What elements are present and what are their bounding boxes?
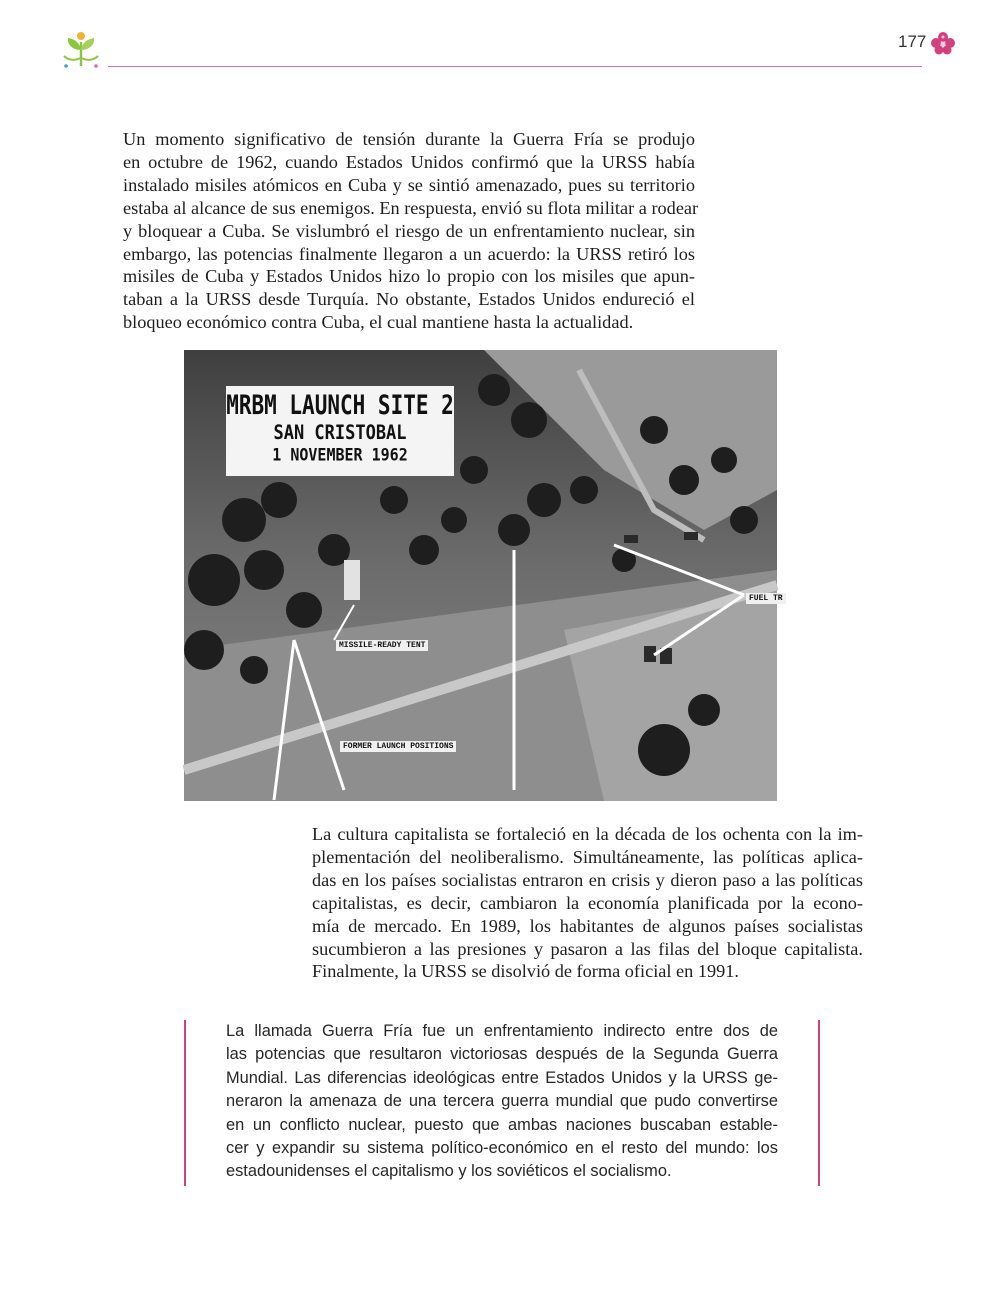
photo-label-former-positions: FORMER LAUNCH POSITIONS	[340, 741, 456, 752]
text-line: neraron la amenaza de una tercera guerra mundial que pudo convertirse	[226, 1092, 778, 1111]
text-line: cer y expandir su sistema político-económico en el resto del mundo: los	[226, 1139, 778, 1158]
text-line: embargo, las potencias finalmente llegaron a un acuerdo: la URSS retiró los	[123, 243, 695, 264]
photo-label-tent: MISSILE-READY TENT	[336, 640, 428, 651]
text-line: Un momento significativo de tensión durante la Guerra Fría se produjo	[123, 129, 695, 149]
summary-sidebar	[184, 1018, 820, 1186]
flower-icon	[928, 30, 958, 56]
paragraph-capitalism	[312, 823, 863, 983]
text-line: das en los países socialistas entraron en crisis y dieron paso a las políticas	[312, 869, 863, 890]
photo-label-fuel: FUEL TR	[746, 593, 786, 604]
sidebar-left-border	[184, 1020, 186, 1186]
sidebar-right-border	[818, 1020, 820, 1186]
text-line: en un conflicto nuclear, puesto que ambas naciones buscaban estable-	[226, 1115, 778, 1134]
text-line: La llamada Guerra Fría fue un enfrentamiento indirecto entre dos de	[226, 1022, 778, 1040]
text-line: capitalistas, es decir, cambiaron la economía planificada por la econo-	[312, 892, 863, 913]
text-line: Mundial. Las diferencias ideológicas entre Estados Unidos y la URSS ge-	[226, 1068, 778, 1087]
text-line: bloqueo económico contra Cuba, el cual mantiene hasta la actualidad.	[123, 312, 634, 333]
text-line: en octubre de 1962, cuando Estados Unidos confirmó que la URSS había	[123, 151, 695, 172]
photo-caption-location: SAN CRISTOBAL	[273, 421, 407, 445]
sprout-logo-icon	[58, 28, 104, 72]
photo-caption-title: MRBM LAUNCH SITE 2	[226, 390, 454, 420]
aerial-reconnaissance-photo	[184, 350, 783, 801]
sidebar-text	[226, 1020, 778, 1184]
page-number: 177	[898, 32, 927, 51]
text-line: las potencias que resultaron victoriosas después de la Segunda Guerra	[226, 1045, 778, 1064]
header-rule	[108, 66, 922, 67]
text-line: taban a la URSS desde Turquía. No obstante, Estados Unidos endureció el	[123, 289, 695, 310]
text-line: estaba al alcance de sus enemigos. En respuesta, envió su flota militar a rodear	[123, 197, 699, 218]
text-line: Finalmente, la URSS se disolvió de forma oficial en 1991.	[312, 961, 740, 982]
text-line: instalado misiles atómicos en Cuba y se sintió amenazado, pues su territorio	[123, 174, 695, 195]
paragraph-cuban-crisis	[123, 128, 699, 334]
text-line: sucumbieron a las presiones y pasaron a las filas del bloque capitalista.	[312, 938, 863, 959]
text-line: La cultura capitalista se fortaleció en la década de los ochenta con la im-	[312, 824, 863, 844]
text-line: y bloquear a Cuba. Se vislumbró el riesgo de un enfrentamiento nuclear, sin	[123, 220, 695, 241]
photo-caption-date: 1 NOVEMBER 1962	[272, 444, 408, 466]
text-line: plementación del neoliberalismo. Simultáneamente, las políticas aplica-	[312, 846, 863, 867]
text-line: mía de mercado. En 1989, los habitantes de algunos países socialistas	[312, 915, 863, 936]
text-line: misiles de Cuba y Estados Unidos hizo lo propio con los misiles que apun-	[123, 266, 695, 287]
photo-caption-box	[226, 386, 454, 476]
text-line: estadounidenses el capitalismo y los soviéticos el socialismo.	[226, 1162, 672, 1181]
